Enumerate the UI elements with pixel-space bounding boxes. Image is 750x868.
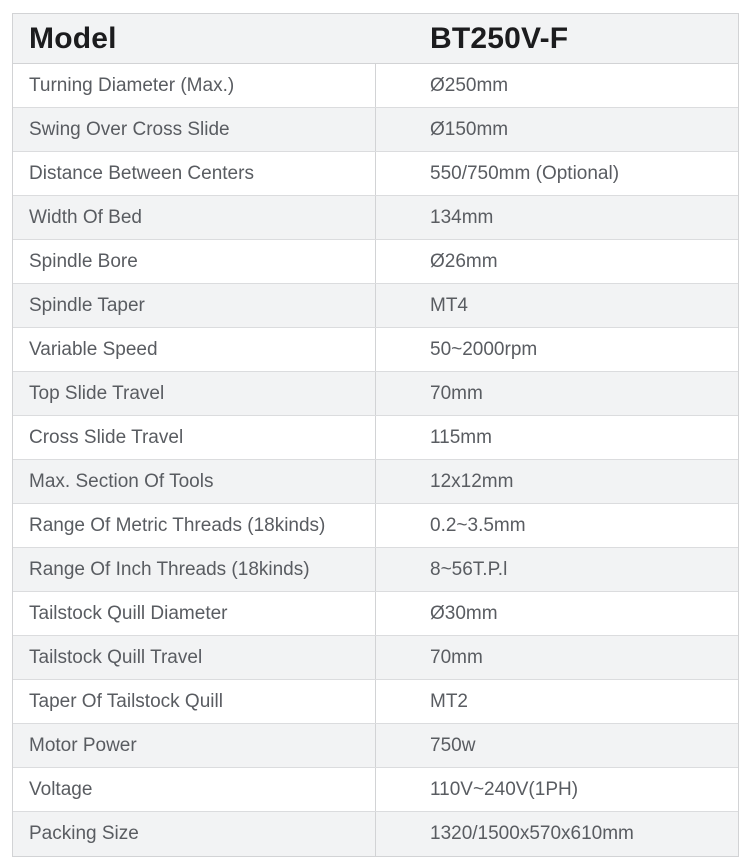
table-row (13, 812, 738, 856)
spec-label-cell: Spindle Bore (13, 240, 376, 283)
spec-label-cell: Width Of Bed (13, 196, 376, 239)
table-row (13, 152, 738, 196)
table-row (13, 240, 738, 284)
table-row (13, 768, 738, 812)
spec-label-cell: Packing Size (13, 812, 376, 856)
spec-value-cell: 750w (430, 734, 476, 756)
spec-table-header-row (13, 14, 738, 64)
table-row (13, 196, 738, 240)
spec-value-cell: 115mm (430, 426, 492, 448)
table-row (13, 724, 738, 768)
spec-label-cell: Range Of Metric Threads (18kinds) (13, 504, 376, 547)
spec-value-cell: Ø26mm (430, 250, 498, 272)
spec-value-cell: 8~56T.P.l (430, 558, 508, 580)
spec-value-cell: 0.2~3.5mm (430, 514, 526, 536)
spec-value-cell: MT4 (430, 294, 468, 316)
table-row (13, 504, 738, 548)
table-row (13, 592, 738, 636)
spec-value-cell: MT2 (430, 690, 468, 712)
table-row (13, 680, 738, 724)
spec-label-cell: Range Of Inch Threads (18kinds) (13, 548, 376, 591)
spec-value-cell: 134mm (430, 206, 494, 228)
spec-table-body (13, 64, 738, 856)
spec-label-cell: Spindle Taper (13, 284, 376, 327)
spec-label-cell: Tailstock Quill Diameter (13, 592, 376, 635)
table-row (13, 416, 738, 460)
spec-label-cell: Tailstock Quill Travel (13, 636, 376, 679)
spec-label-cell: Top Slide Travel (13, 372, 376, 415)
table-row (13, 64, 738, 108)
table-row (13, 328, 738, 372)
spec-label-cell: Cross Slide Travel (13, 416, 376, 459)
spec-label-cell: Max. Section Of Tools (13, 460, 376, 503)
spec-label-cell: Variable Speed (13, 328, 376, 371)
table-row (13, 372, 738, 416)
table-row (13, 636, 738, 680)
spec-value-cell: Ø250mm (430, 74, 509, 96)
spec-value-cell: Ø150mm (430, 118, 509, 140)
table-row (13, 284, 738, 328)
header-model-value: BT250V-F (430, 21, 569, 55)
table-row (13, 548, 738, 592)
spec-table (12, 13, 739, 857)
spec-label-cell: Taper Of Tailstock Quill (13, 680, 376, 723)
header-model-label: Model (29, 21, 117, 55)
spec-value-cell: 1320/1500x570x610mm (430, 823, 634, 844)
table-row (13, 108, 738, 152)
spec-value-cell: 70mm (430, 382, 483, 404)
spec-value-cell: 550/750mm (Optional) (430, 162, 620, 184)
spec-label-cell: Swing Over Cross Slide (13, 108, 376, 151)
spec-value-cell: 70mm (430, 646, 483, 668)
spec-value-cell: 12x12mm (430, 470, 514, 492)
spec-value-cell: 110V~240V(1PH) (430, 778, 579, 800)
spec-value-cell: 50~2000rpm (430, 338, 538, 360)
spec-label-cell: Voltage (13, 768, 376, 811)
table-row (13, 460, 738, 504)
spec-value-cell: Ø30mm (430, 602, 498, 624)
spec-label-cell: Turning Diameter (Max.) (13, 64, 376, 107)
spec-label-cell: Distance Between Centers (13, 152, 376, 195)
spec-label-cell: Motor Power (13, 724, 376, 767)
